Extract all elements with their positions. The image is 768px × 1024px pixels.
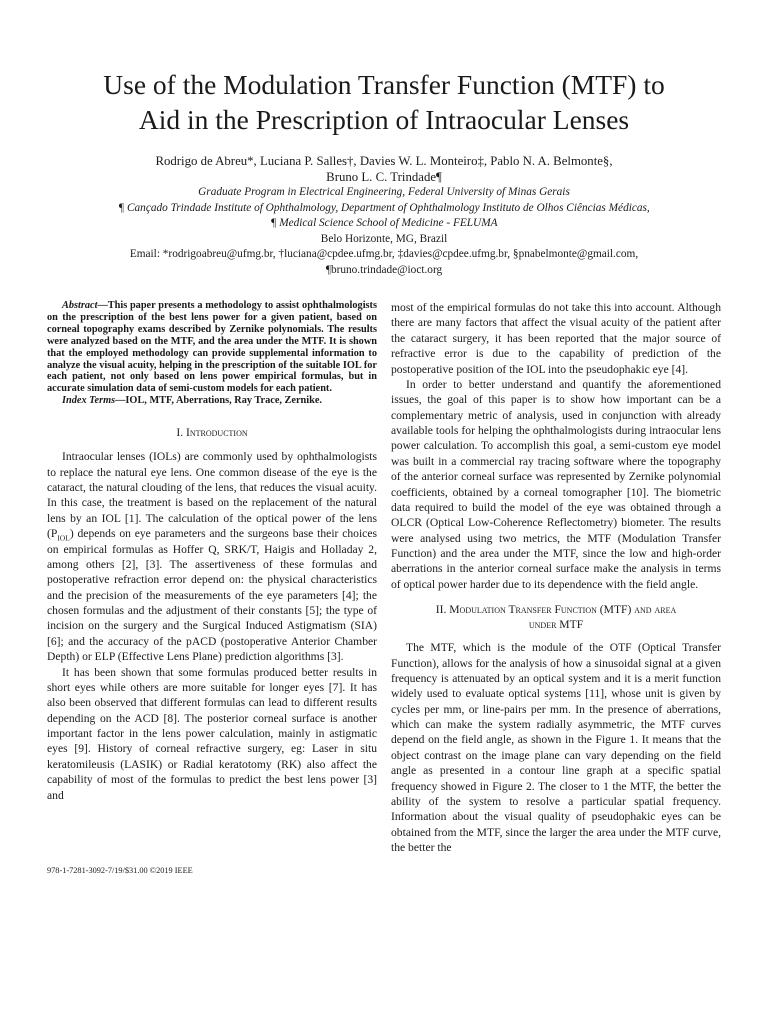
author-line: Bruno L. C. Trindade¶: [326, 170, 442, 184]
location-line: Belo Horizonte, MG, Brazil: [320, 232, 448, 245]
abstract: [47, 300, 377, 395]
section-heading: II. Modulation Transfer Function (MTF) and area under MTF: [435, 603, 677, 632]
abstract-text: —This paper presents a methodology to assist ophthalmologists on the prescription of the best lens power for a given patient, based on corneal topography exams described by Zernike polynomials. The results were analyzed based on the MTF, and the area under the MTF. It is shown that the employed methodology can provide supplemental information to analyze the visual acuity, helping in the prescription of the suitable IOL for each patient, not only based on lens power empirical formulas, but in accurate simulation data of semi-custom models for each patient.: [47, 300, 377, 395]
title-line: Use of the Modulation Transfer Function (MTF) to: [103, 69, 665, 100]
paper-title: [30, 67, 738, 137]
section-heading: I. Introduction: [176, 426, 248, 440]
affiliations: [30, 185, 738, 278]
abstract-lead: Abstract: [62, 300, 98, 311]
author-line: Rodrigo de Abreu*, Luciana P. Salles†, Davies W. L. Monteiro‡, Pablo N. A. Belmonte§,: [155, 154, 613, 168]
paragraph: most of the empirical formulas do not take this into account. Although there are many factors that affect the visual acuity of the patient after the cataract surgery, it has been reported that the major source of refractive error is due to the capability of prediction of the postoperative position of the IOL into the pseudophakic eye [4].: [391, 301, 721, 376]
left-column: [47, 300, 377, 803]
subscript: IOL: [57, 533, 70, 543]
affiliation-line: ¶ Medical Science School of Medicine - FELUMA: [270, 217, 498, 229]
right-column: [391, 300, 721, 855]
paragraph: In order to better understand and quantify the aforementioned issues, the goal of this paper is to show how important can be a complementary metric of analysis, used in conjunction with already available tools for helping the ophthalmologists during intraocular lens power calculation. To accomplish this goal, a semi-custom eye model was built in a commercial ray tracing software where the topography of the anterior corneal surface was represented by Zernike polynomial coefficients, obtained by a corneal tomographer [10]. The biometric data required to build the model of the eye was obtained through a OLCR (Optical Low-Coherence Reflectometry) biometer. The results were analysed using two metrics, the MTF (Modulation Transfer Function) and the area under the MTF, since the low and high-order aberrations in the anterior corneal surface make the analysis in terms of optical power harder due to its dependence with the field angle.: [391, 377, 721, 591]
index-terms-lead: Index Terms: [62, 395, 116, 407]
email-line: ¶bruno.trindade@ioct.org: [325, 263, 443, 276]
index-terms: [47, 395, 377, 407]
paragraph: Intraocular lenses (IOLs) are commonly used by ophthalmologists to replace the natural eye lens. One common disease of the eye is the cataract, the natural clouding of the lens, that reduces the visual acuity. In this case, the treatment is based on the replacement of the natural lens by an IOL [1]. The calculation of the optical power of the lens $(P_{IOL})$ depends on eye parameters and the surgeons base their choices on empirical formulas as Hoffer Q, SRK/T, Haigis and Holladay 2, among others [2], [3]. The assertiveness of these formulas and postoperative refraction error depend on: the physical characteristics and the precision of the measurements of the eye parameters [4]; the chosen formulas and the adjustment of their constants [5]; the type of incision on the surgery and the Surgical Induced Astigmatism (SIA) [6]; and the accuracy of the pACD (postoperative Anterior Chamber Depth) or ELP (Effective Lens Plane) prediction algorithms [3].: [47, 450, 377, 664]
index-terms-text: —IOL, MTF, Aberrations, Ray Trace, Zernike.: [115, 395, 323, 407]
paragraph: The MTF, which is the module of the OTF (Optical Transfer Function), allows for the analysis of how a sinusoidal signal at a given frequency is attenuated by an optical system and it is a merit function widely used to evaluate optical systems [11], whose unit is given by cycles per mm, or line-pairs per mm. In the presence of aberrations, which can make the system radially asymmetric, the MTF curves depend on the field angle, as shown in the Figure 1. It means that the object contrast on the image plane can vary depending on the field angle as presented in a contour line graph at a specific spatial frequency showed in Figure 2. The closer to 1 the MTF, the better the ability of the system to resolve a particular spatial frequency. Information about the visual quality of pseudophakic eyes can be obtained from the MTF, since the larger the area under the MTF curve, the better the: [391, 641, 721, 854]
affiliation-line: ¶ Cançado Trindade Institute of Ophthalmology, Department of Ophthalmology Instituto de Olhos Ciências Médicas,: [118, 201, 650, 214]
email-line: Email: *rodrigoabreu@ufmg.br, †luciana@cpdee.ufmg.br, ‡davies@cpdee.ufmg.br, §pnabelmonte@gmail.com,: [129, 248, 639, 260]
affiliation-line: Graduate Program in Electrical Engineering, Federal University of Minas Gerais: [198, 186, 570, 198]
title-line: Aid in the Prescription of Intraocular Lenses: [138, 104, 630, 135]
author-list: [30, 153, 738, 185]
paragraph: It has been shown that some formulas produced better results in short eyes while others are more suitable for longer eyes [7]. It has also been observed that different formulas can lead to different results depending on the ACD [8]. The posterior corneal surface is another important factor in the lens power calculation, mainly in astigmatic eyes [9]. History of corneal refractive surgery, eg: Laser in situ keratomileusis (LASIK) or Radial keratotomy (RK) also affect the capability of most of the formulas to predict the best lens power [3] and: [47, 665, 377, 802]
copyright-footer: 978-1-7281-3092-7/19/$31.00 ©2019 IEEE: [47, 866, 193, 875]
